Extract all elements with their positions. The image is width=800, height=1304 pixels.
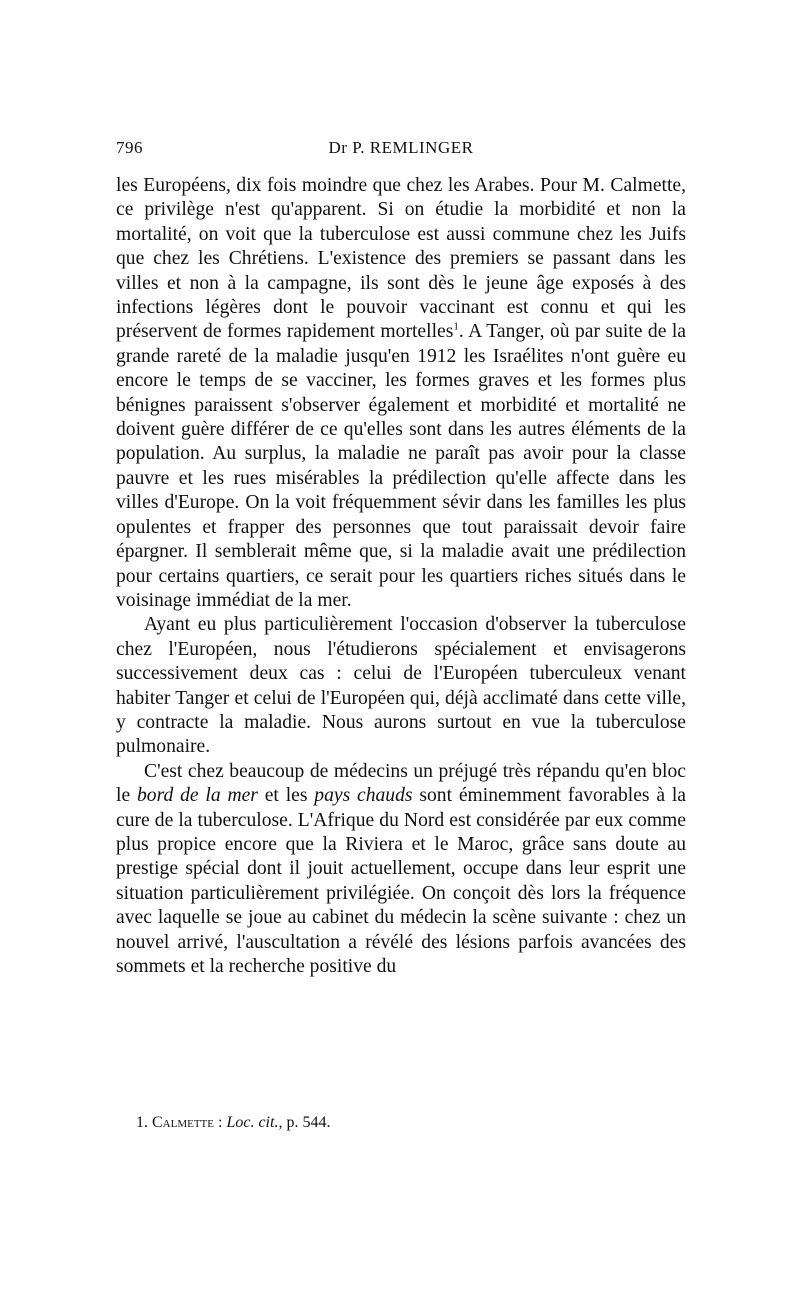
- running-head-title: Dr P. REMLINGER: [328, 138, 474, 157]
- footnote-author: Calmette: [152, 1114, 214, 1131]
- footnote-separator: :: [214, 1114, 227, 1131]
- paragraph-3-text-middle: et les: [257, 785, 315, 807]
- italic-bord-de-la-mer: bord de la mer: [136, 785, 258, 807]
- footnote-reference: 1: [453, 320, 459, 333]
- running-head: [116, 130, 686, 160]
- body-text: [116, 174, 686, 979]
- footnote-number: 1.: [136, 1114, 148, 1131]
- paragraph-3-text-start: C'est chez beaucoup de médecins un préjugé très répandu qu'en bloc le: [116, 760, 686, 807]
- paragraph-3: [116, 760, 686, 980]
- page-number: 796: [116, 138, 143, 157]
- paragraph-1-text: les Européens, dix fois moindre que chez les Arabes. Pour M. Calmette, ce privilège n'est qu'apparent. Si on étudie la morbidité et non la mortalité, on voit que la tuberculose est aussi commune chez les Juifs que chez les Chrétiens. L'existence des premiers se passant dans les villes et non à la campagne, ils sont dès le jeune âge exposés à des infections légères dont le pouvoir vaccinant est connu et qui les préservent de formes rapidement mortelles: [116, 175, 686, 343]
- italic-pays-chauds: pays chauds: [314, 785, 413, 807]
- footnote: [136, 1113, 696, 1133]
- paragraph-2: Ayant eu plus particulièrement l'occasion d'observer la tuberculose chez l'Européen, nous l'étudierons spécialement et envisagerons successivement deux cas : celui de l'Européen tuberculeux venant habiter Tanger et celui de l'Européen qui, déjà acclimaté dans cette ville, y contracte la maladie. Nous aurons surtout en vue la tuberculose pulmonaire.: [116, 614, 686, 758]
- paragraph-1-text-continued: . A Tanger, où par suite de la grande rareté de la maladie jusqu'en 1912 les Israélites n'ont guère eu encore le temps de se vacciner, les formes graves et les formes plus bénignes paraissent s'observer également et morbidité et mortalité ne doivent guère différer de ce qu'elles sont dans les autres éléments de la population. Au surplus, la maladie ne paraît pas avoir pour la classe pauvre et les rues misérables la prédilection qu'elle affecte dans les villes d'Europe. On la voit fréquemment sévir dans les familles les plus opulentes et frapper des personnes que tout paraissait devoir faire épargner. Il semblerait même que, si la maladie avait une prédilection pour certains quartiers, ce serait pour les quartiers riches situés dans le voisinage immédiat de la mer.: [116, 321, 686, 611]
- paragraph-3-text-end: sont éminemment favorables à la cure de la tuberculose. L'Afrique du Nord est considérée par eux comme plus propice encore que la Riviera et le Maroc, grâce sans doute au prestige spécial dont il jouit actuellement, occupe dans leur esprit une situation particulièrement privilégiée. On conçoit dès lors la fréquence avec laquelle se joue au cabinet du médecin la scène suivante : chez un nouvel arrivé, l'auscultation a révélé des lésions parfois avancées des sommets et la recherche positive du: [116, 785, 687, 977]
- paragraph-1: [116, 174, 686, 613]
- page: [116, 130, 686, 979]
- footnote-page: , p. 544.: [278, 1114, 331, 1131]
- footnote-reference-title: Loc. cit.: [226, 1114, 279, 1131]
